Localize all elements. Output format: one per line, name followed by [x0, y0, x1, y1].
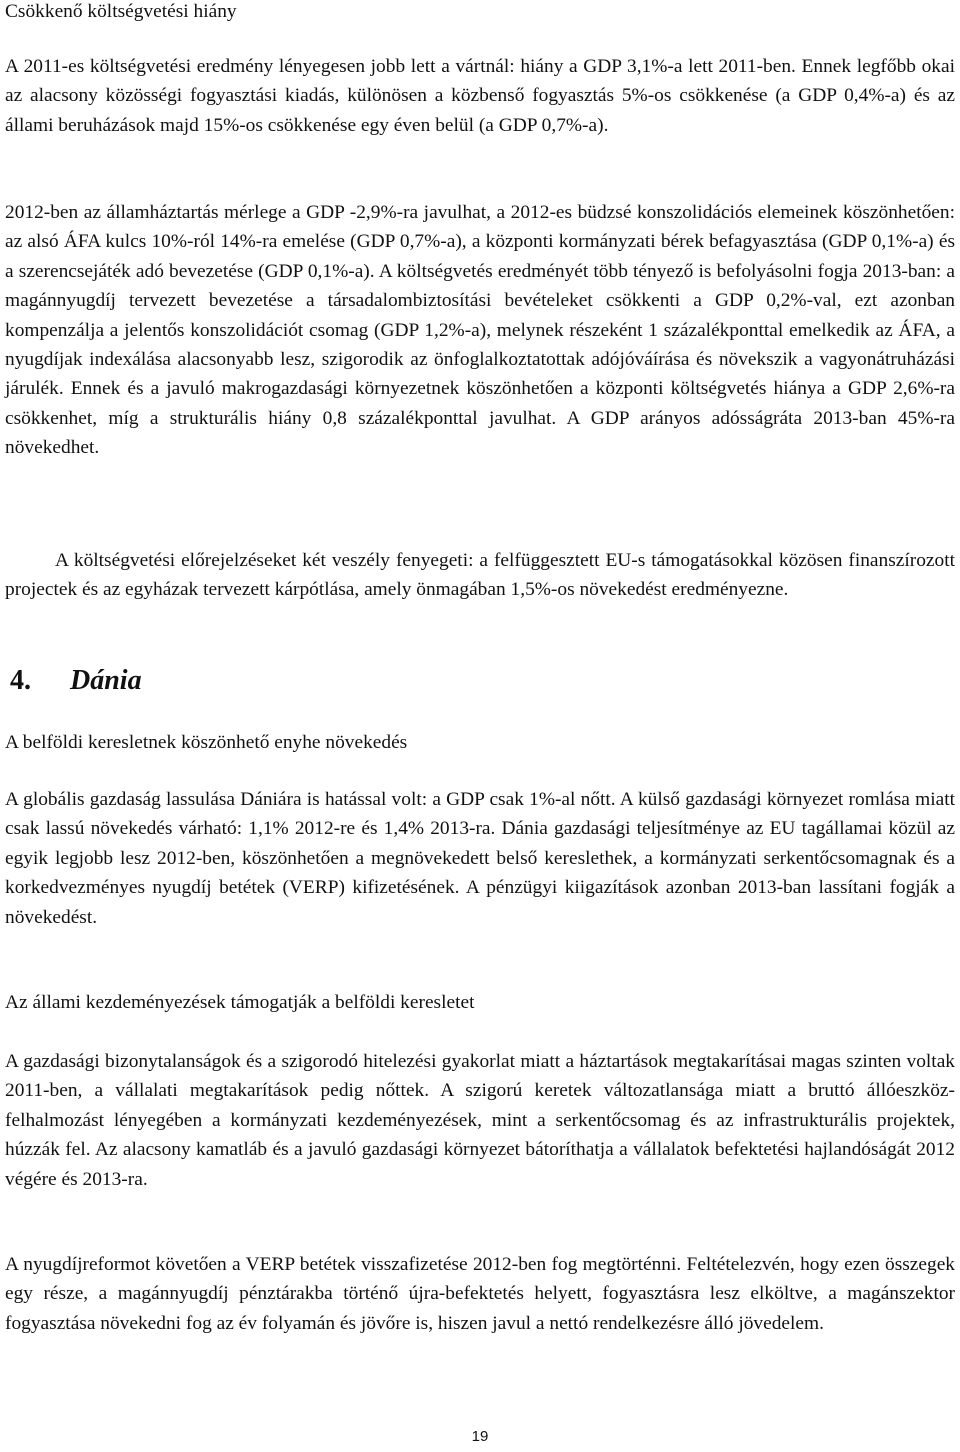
page-number: 19 [471, 1428, 489, 1445]
section-heading: Az állami kezdeményezések támogatják a belföldi keresletet [5, 992, 475, 1013]
paragraph-budget-2012 [5, 198, 955, 463]
paragraph-budget-risks [5, 546, 955, 605]
chapter-number: 4. [10, 665, 31, 696]
section-heading-demand [5, 728, 955, 757]
section-heading: Csökkenő költségvetési hiány [5, 1, 237, 22]
chapter-title: Dánia [70, 665, 142, 696]
body-paragraph: 2012-ben az államháztartás mérlege a GDP -2,9%-ra javulhat, a 2012-es büdzsé konszolidációs elemeinek köszönhetően: az alsó ÁFA kulcs 10%-ról 14%-ra emelése (GDP 0,7%-a), a központi kormányzati bérek befagyasztása (GDP 0,1%-a) és a szerencsejáték adó bevezetése (GDP 0,1%-a). A költségvetés eredményét több tényező is befolyásolni fogja 2013-ban: a magánnyugdíj tervezett bevezetése a társadalombiztosítási bevételeket csökkenti a GDP 0,2%-val, ezt azonban kompenzálja a jelentős konszolidációt csomag (GDP 1,2%-a), melynek részeként 1 százalékponttal emelkedik az ÁFA, a nyugdíjak indexálása alacsonyabb lesz, szigorodik az önfoglalkoztatottak adójóváírása és növekszik a vagyonátruházási járulék. Ennek és a javuló makrogazdasági környezetnek köszönhetően a központi költségvetés hiánya a GDP 2,6%-ra csökkenhet, míg a strukturális hiány 0,8 százalékponttal javulhat. A GDP arányos adósságráta 2013-ban 45%-ra növekedhet. [5, 202, 955, 459]
paragraph-text: A költségvetési előrejelzéseket két veszély fenyegeti: a felfüggesztett EU-s támogatásokkal közösen finanszírozott projectek és az egyházak tervezett kárpótlása, amely önmagában 1,5%-os növekedést eredményezne. [5, 550, 955, 601]
body-paragraph: A 2011-es költségvetési eredmény lényegesen jobb lett a vártnál: hiány a GDP 3,1%-a lett 2011-ben. Ennek legfőbb okai az alacsony közösségi fogyasztási kiadás, különösen a közbenső fogyasztás 5%-os csökkenése (a GDP 0,4%-a) és az állami beruházások majd 15%-os csökkenése egy éven belül (a GDP 0,7%-a). [5, 56, 955, 136]
chapter-heading [5, 664, 955, 698]
paragraph-budget-2011 [5, 52, 955, 140]
body-paragraph: A nyugdíjreformot követően a VERP betétek visszafizetése 2012-ben fog megtörténni. Feltételezvén, hogy ezen összegek egy része, a magánnyugdíj pénztárakba történő újra-befektetés helyett, fogyasztásra lesz elköltve, a magánszektor fogyasztása növekedni fog az év folyamán és jövőre is, hiszen javul a nettó rendelkezésre álló jövedelem. [5, 1254, 955, 1334]
body-paragraph [5, 546, 955, 605]
section-heading-initiatives [5, 988, 955, 1017]
body-paragraph: A globális gazdaság lassulása Dániára is hatással volt: a GDP csak 1%-al nőtt. A külső gazdasági környezet romlása miatt csak lassú növekedés várható: 1,1% 2012-re és 1,4% 2013-ra. Dánia gazdasági teljesítménye az EU tagállamai közül az egyik legjobb lesz 2012-ben, köszönhetően a megnövekedett belső kereslethek, a kormányzati serkentőcsomagnak és a korkedvezményes nyugdíj betétek (VERP) kifizetésének. A pénzügyi kiigazítások azonban 2013-ban lassítani fogják a növekedést. [5, 789, 955, 928]
body-paragraph: A gazdasági bizonytalanságok és a szigorodó hitelezési gyakorlat miatt a háztartások megtakarításai magas szinten voltak 2011-ben, a vállalati megtakarítások pedig nőttek. A szigorú keretek változatlansága miatt a bruttó állóeszköz-felhalmozást lényegében a kormányzati kezdeményezések, mint a serkentőcsomag és az infrastrukturális projektek, húzzák fel. Az alacsony kamatláb és a javuló gazdasági környezet bátoríthatja a vállalatok befektetési hajlandóságát 2012 végére és 2013-ra. [5, 1051, 955, 1190]
paragraph-growth [5, 785, 955, 932]
paragraph-savings [5, 1047, 955, 1194]
paragraph-pension [5, 1250, 955, 1338]
section-heading: A belföldi keresletnek köszönhető enyhe növekedés [5, 732, 408, 753]
section-heading-budget [5, 0, 955, 26]
